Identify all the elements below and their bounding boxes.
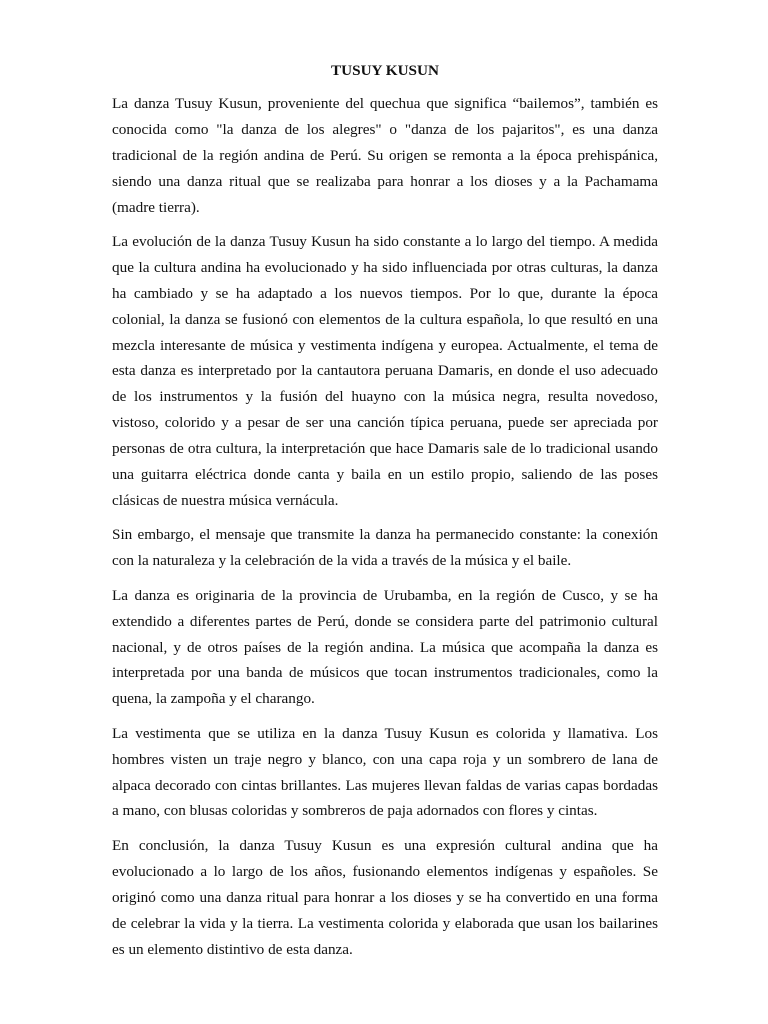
paragraph-evolution: La evolución de la danza Tusuy Kusun ha sido constante a lo largo del tiempo. A medida que la cultura andina ha evolucionado y ha sido influenciada por otras culturas, la danza ha cambiado y se ha adaptado a los nuevos tiempos. Por lo que, durante la época colonial, la danza se fusionó con elementos de la cultura española, lo que resultó en una mezcla interesante de música y vestimenta indígena y europea. Actualmente, el tema de esta danza es interpretado por la cantautora peruana Damaris, en donde el uso adecuado de los instrumentos y la fusión del huayno con la música negra, resulta novedoso, vistoso, colorido y a pesar de ser una canción típica peruana, puede ser apreciada por personas de otra cultura, la interpretación que hace Damaris sale de lo tradicional usando una guitarra eléctrica donde canta y baila en un estilo propio, saliendo de las poses clásicas de nuestra música vernácula. xyxy=(112,232,658,509)
paragraph-costume: La vestimenta que se utiliza en la danza Tusuy Kusun es colorida y llamativa. Los hombres visten un traje negro y blanco, con una capa roja y un sombrero de lana de alpaca decorado con cintas brillantes. Las mujeres llevan faldas de varias capas bordadas a mano, con blusas coloridas y sombreros de paja adornados con flores y cintas. xyxy=(112,724,658,820)
paragraph-conclusion: En conclusión, la danza Tusuy Kusun es una expresión cultural andina que ha evolucionado a lo largo de los años, fusionando elementos indígenas y españoles. Se originó como una danza ritual para honrar a los dioses y se ha convertido en una forma de celebrar la vida y la tierra. La vestimenta colorida y elaborada que usan los bailarines es un elemento distintivo de esta danza. xyxy=(112,836,658,958)
document-body xyxy=(112,58,658,971)
paragraph-intro: La danza Tusuy Kusun, proveniente del quechua que significa “bailemos”, también es conocida como "la danza de los alegres" o "danza de los pajaritos", es una danza tradicional de la región andina de Perú. Su origen se remonta a la época prehispánica, siendo una danza ritual que se realizaba para honrar a los dioses y a la Pachamama (madre tierra). xyxy=(112,94,658,216)
paragraph-origin: La danza es originaria de la provincia de Urubamba, en la región de Cusco, y se ha extendido a diferentes partes de Perú, donde se considera parte del patrimonio cultural nacional, y de otros países de la región andina. La música que acompaña la danza es interpretada por una banda de músicos que tocan instrumentos tradicionales, como la quena, la zampoña y el charango. xyxy=(112,586,658,708)
paragraph-message: Sin embargo, el mensaje que transmite la danza ha permanecido constante: la conexión con la naturaleza y la celebración de la vida a través de la música y el baile. xyxy=(112,526,658,570)
document-title: TUSUY KUSUN xyxy=(331,62,439,79)
